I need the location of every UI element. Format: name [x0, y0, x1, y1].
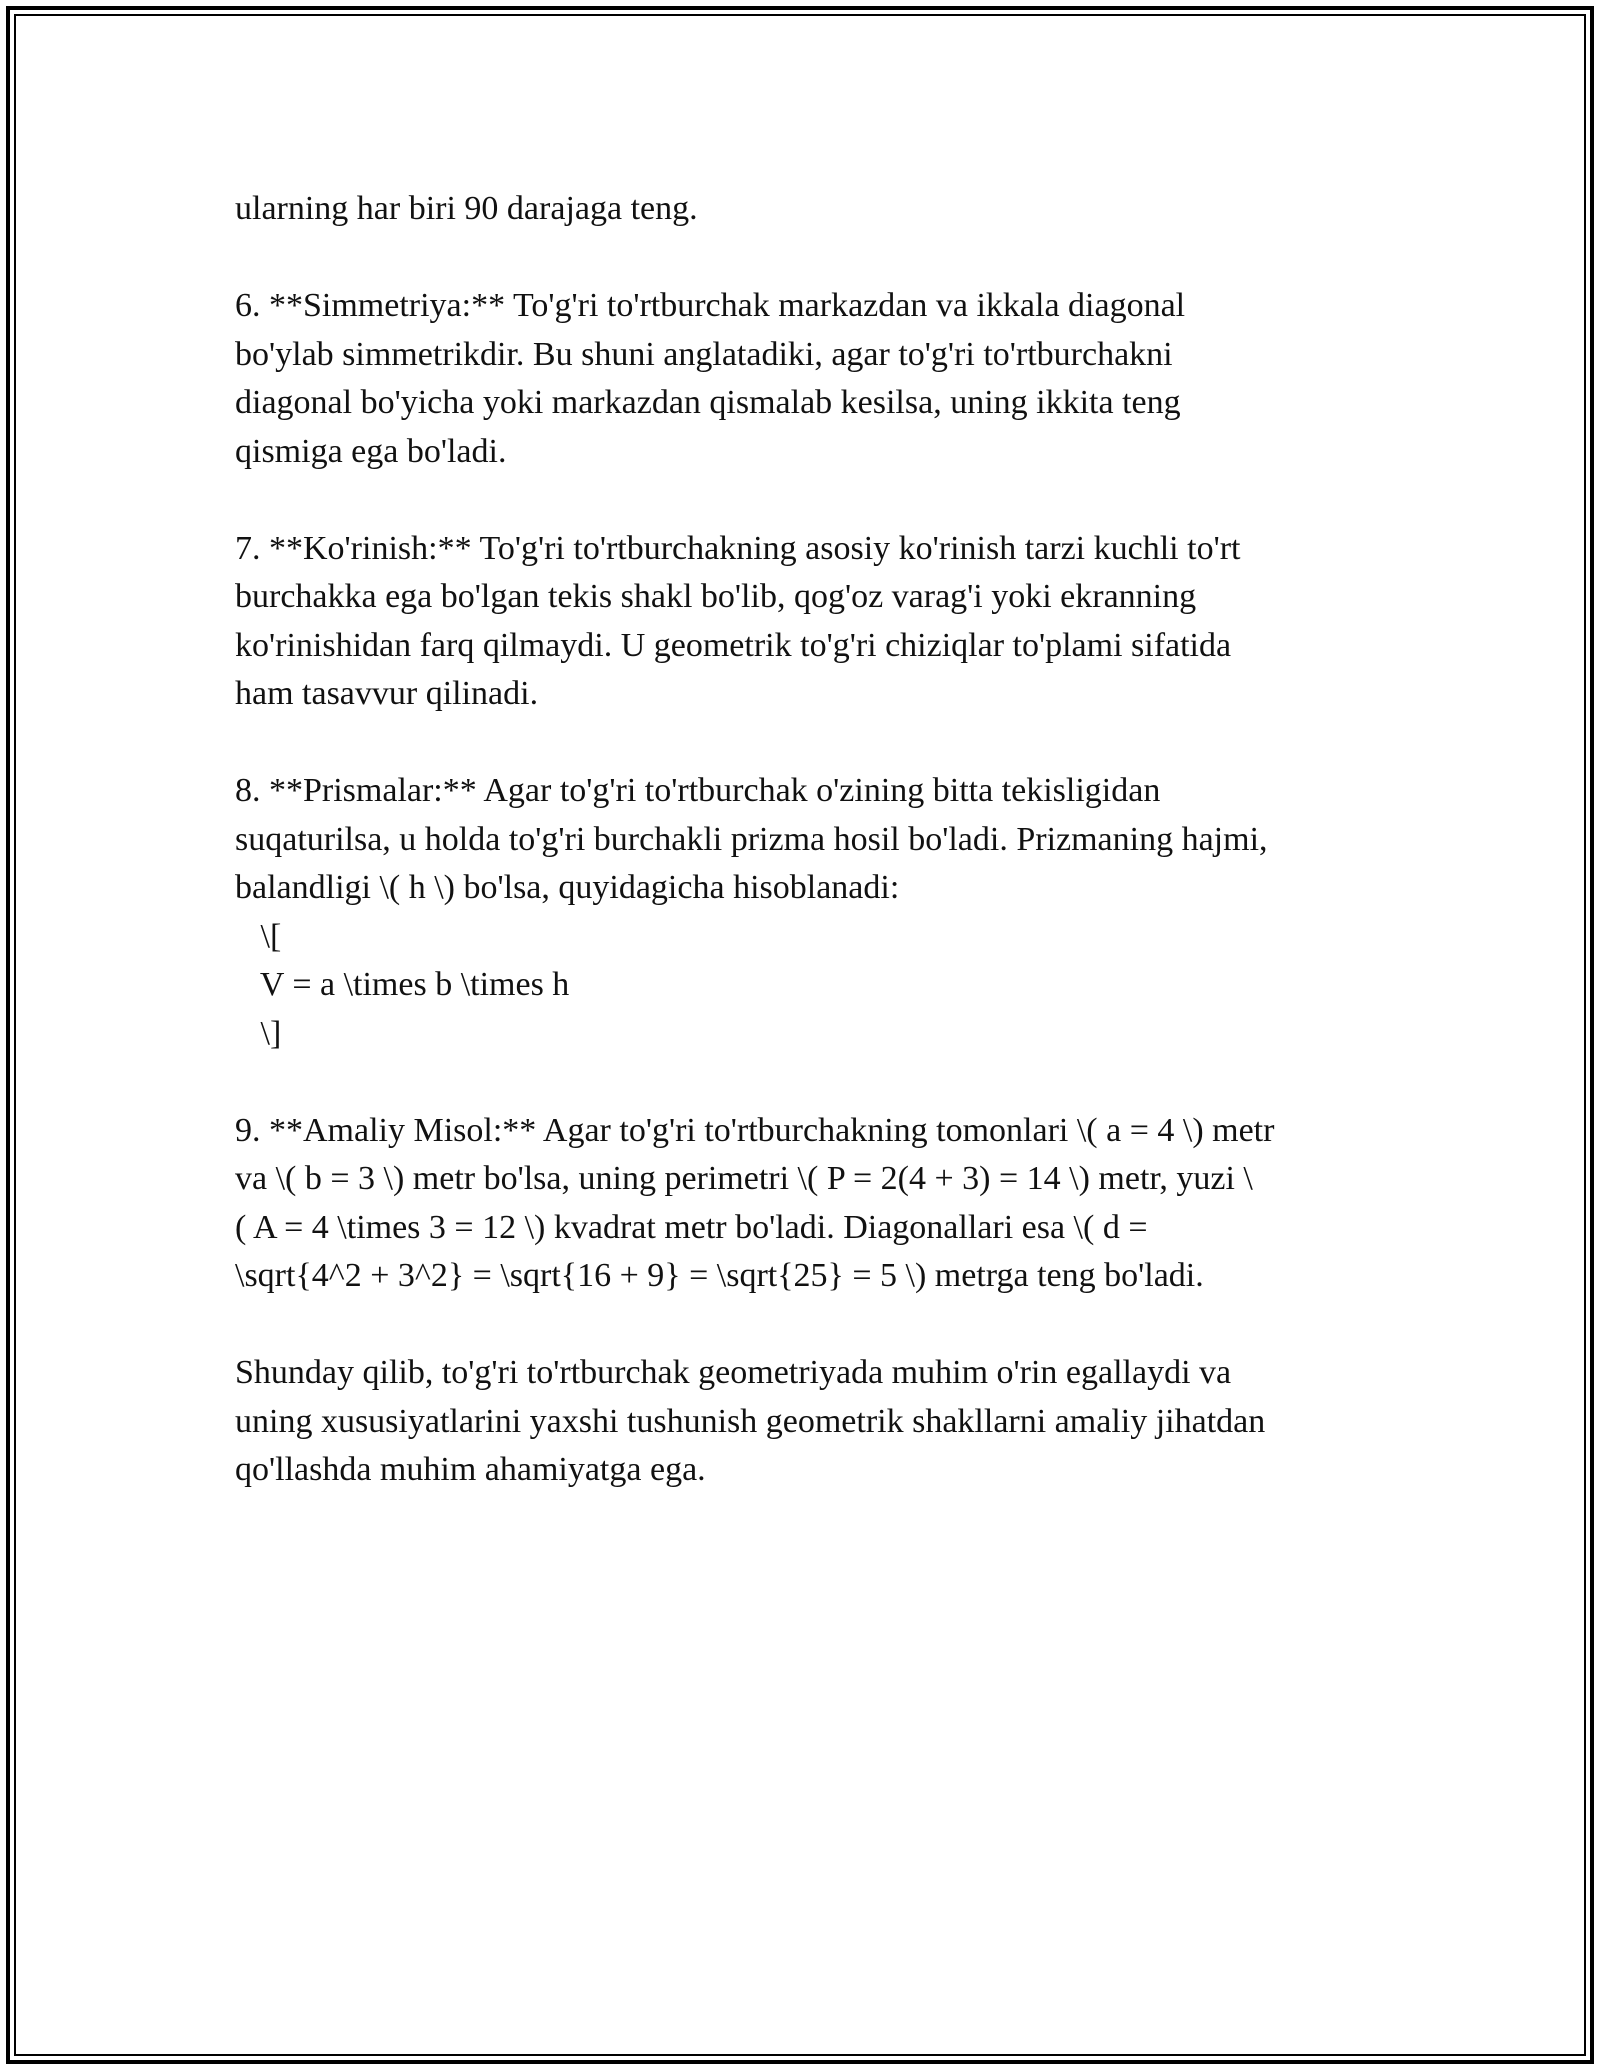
paragraph-gap — [235, 234, 1375, 283]
text-line: 7. **Ko'rinish:** To'g'ri to'rtburchakning asosiy ko'rinish tarzi kuchli to'rt — [235, 529, 1241, 567]
text-line: bo'ylab simmetrikdir. Bu shuni anglatadiki, agar to'g'ri to'rtburchakni — [235, 335, 1173, 373]
paragraph-gap — [235, 1058, 1375, 1107]
paragraph-gap — [235, 1301, 1375, 1350]
paragraph-continuation — [235, 185, 1375, 234]
formula-line: V = a \times b \times h — [235, 966, 570, 1003]
text-line: 9. **Amaliy Misol:** Agar to'g'ri to'rtburchakning tomonlari \( a = 4 \) metr — [235, 1111, 1275, 1149]
document-body — [235, 185, 1375, 1495]
paragraph-gap — [235, 476, 1375, 525]
text-line: ko'rinishidan farq qilmaydi. U geometrik to'g'ri chiziqlar to'plami sifatida — [235, 626, 1232, 664]
text-line: ( A = 4 \times 3 = 12 \) kvadrat metr bo'ladi. Diagonallari esa \( d = — [235, 1208, 1148, 1246]
paragraph-prismalar — [235, 767, 1375, 1058]
formula-line: \[ — [235, 917, 282, 955]
text-line: burchakka ega bo'lgan tekis shakl bo'lib, qog'oz varag'i yoki ekranning — [235, 578, 1197, 615]
text-line: suqaturilsa, u holda to'g'ri burchakli prizma hosil bo'ladi. Prizmaning hajmi, — [235, 820, 1268, 858]
text-line: ularning har biri 90 darajaga teng. — [235, 190, 698, 227]
text-line: ham tasavvur qilinadi. — [235, 675, 539, 712]
text-line: 8. **Prismalar:** Agar to'g'ri to'rtburchak o'zining bitta tekisligidan — [235, 772, 1161, 809]
paragraph-conclusion — [235, 1349, 1375, 1495]
text-line: qismiga ega bo'ladi. — [235, 432, 507, 470]
text-line: Shunday qilib, to'g'ri to'rtburchak geometriyada muhim o'rin egallaydi va — [235, 1354, 1232, 1391]
text-line: \sqrt{4^2 + 3^2} = \sqrt{16 + 9} = \sqrt{25} = 5 \) metrga teng bo'ladi. — [235, 1257, 1204, 1294]
text-line: 6. **Simmetriya:** To'g'ri to'rtburchak markazdan va ikkala diagonal — [235, 287, 1186, 324]
paragraph-amaliy-misol — [235, 1107, 1375, 1301]
text-line: diagonal bo'yicha yoki markazdan qismalab kesilsa, uning ikkita teng — [235, 384, 1181, 421]
paragraph-gap — [235, 719, 1375, 768]
paragraph-korinish — [235, 525, 1375, 719]
text-line: va \( b = 3 \) metr bo'lsa, uning perimetri \( P = 2(4 + 3) = 14 \) metr, yuzi \ — [235, 1160, 1253, 1197]
text-line: balandligi \( h \) bo'lsa, quyidagicha hisoblanadi: — [235, 869, 900, 906]
text-line: uning xususiyatlarini yaxshi tushunish geometrik shakllarni amaliy jihatdan — [235, 1402, 1266, 1440]
formula-line: \] — [235, 1014, 282, 1052]
text-line: qo'llashda muhim ahamiyatga ega. — [235, 1451, 706, 1488]
paragraph-simmetriya — [235, 282, 1375, 476]
